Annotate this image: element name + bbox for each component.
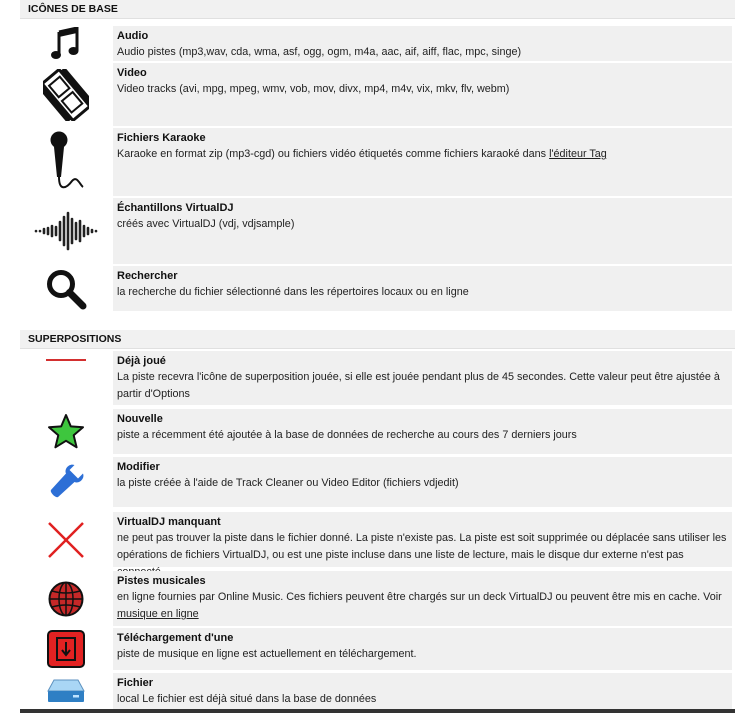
item-description: Audio pistes (mp3,wav, cda, wma, asf, ogg, ogm, m4a, aac, aif, aiff, flac, mpc, singe) <box>117 46 522 58</box>
list-item <box>20 457 732 507</box>
tag-editor-link[interactable]: l'éditeur Tag <box>549 148 607 160</box>
item-description: piste a récemment été ajoutée à la base de données de recherche au cours des 7 derniers jours <box>117 429 577 441</box>
red-line-icon <box>20 351 112 405</box>
item-description: ne peut pas trouver la piste dans le fichier donné. La piste n'existe pas. La piste est soit supprimée ou déplacée sans utiliser les opérations de fichiers VirtualDJ, ou est une piste incluse dans une liste de lecture, mais le disque dur externe n'est pas <box>117 532 727 561</box>
item-title: Modifier <box>117 461 160 473</box>
music-note-icon <box>20 26 112 61</box>
item-description: créés avec VirtualDJ (vdj, vdjsample) <box>117 218 295 230</box>
section-header-overlays: SUPERPOSITIONS <box>20 330 735 349</box>
item-description: en ligne fournies par Online Music. Ces fichiers peuvent être chargés sur un deck VirtualDJ ou peuvent être mis en cache. Voir <box>117 591 722 603</box>
item-title: Video <box>117 67 147 79</box>
list-item <box>20 673 732 709</box>
list-item <box>20 26 732 61</box>
section-header-base: ICÔNES DE BASE <box>20 0 735 19</box>
item-title: Nouvelle <box>117 413 163 425</box>
list-item <box>20 409 732 454</box>
microphone-icon <box>20 128 112 196</box>
item-title: Fichiers Karaoke <box>117 132 206 144</box>
item-title: Déjà joué <box>117 355 166 367</box>
item-title: Pistes musicales <box>117 575 206 587</box>
online-music-link[interactable]: musique en ligne <box>117 608 199 620</box>
film-strip-icon <box>20 63 112 126</box>
list-item <box>20 198 732 264</box>
item-title: Rechercher <box>117 270 178 282</box>
item-description: local Le fichier est déjà situé dans la base de données <box>117 693 377 705</box>
list-item <box>20 351 732 405</box>
item-description: La piste recevra l'icône de superposition jouée, si elle est jouée pendant plus de 45 secondes. Cette valeur peut être ajustée à partir d'Options <box>117 371 720 400</box>
item-title: Fichier <box>117 677 154 689</box>
waveform-icon <box>20 198 112 264</box>
wrench-icon <box>20 457 112 507</box>
magnifier-icon <box>20 266 112 311</box>
download-icon <box>20 628 112 670</box>
list-item <box>20 266 732 311</box>
list-item <box>20 628 732 670</box>
item-description: la piste créée à l'aide de Track Cleaner ou Video Editor (fichiers vdjedit) <box>117 477 459 489</box>
red-x-icon <box>20 512 112 567</box>
list-item <box>20 512 732 567</box>
item-title: Échantillons VirtualDJ <box>117 202 234 214</box>
item-description: Video tracks (avi, mpg, mpeg, wmv, vob, mov, divx, mp4, m4v, vix, mkv, flv, webm) <box>117 83 510 95</box>
list-item <box>20 571 732 626</box>
bottom-divider <box>20 709 735 713</box>
list-item <box>20 128 732 196</box>
item-title: Audio <box>117 30 149 42</box>
item-description: piste de musique en ligne est actuellement en téléchargement. <box>117 648 417 660</box>
drive-icon <box>20 673 112 709</box>
item-title: Téléchargement d'une <box>117 632 234 644</box>
item-description: Karaoke en format zip (mp3-cgd) ou fichiers vidéo étiquetés comme fichiers karaoké dans <box>117 148 550 160</box>
item-description: la recherche du fichier sélectionné dans les répertoires locaux ou en ligne <box>117 286 469 298</box>
globe-icon <box>20 571 112 626</box>
list-item <box>20 63 732 126</box>
green-star-icon <box>20 409 112 454</box>
item-title: VirtualDJ manquant <box>117 516 221 528</box>
